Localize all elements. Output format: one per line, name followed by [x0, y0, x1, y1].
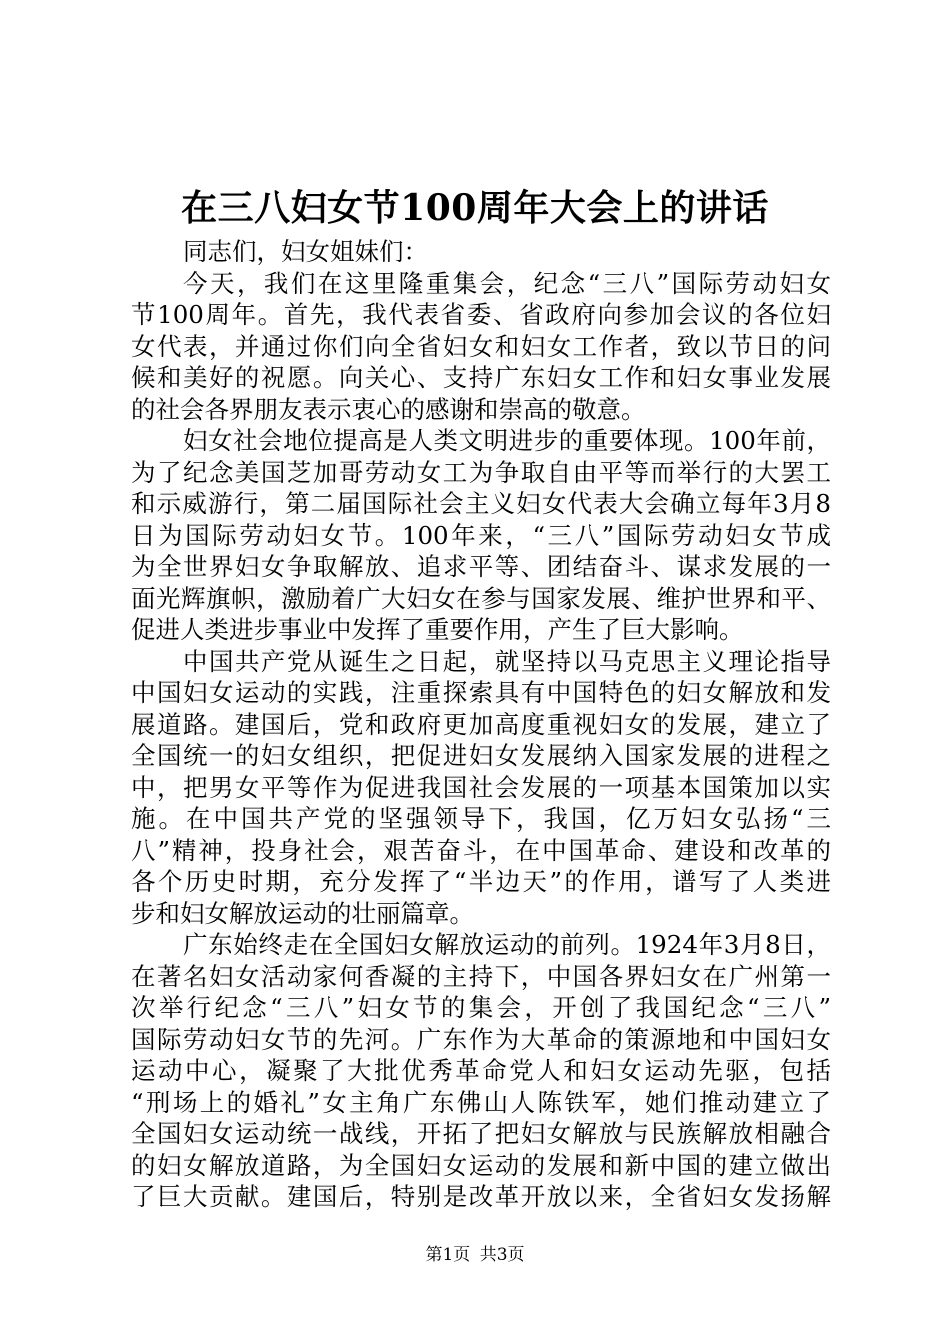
text-line: 女代表，并通过你们向全省妇女和妇女工作者，致以节日的问	[131, 331, 831, 361]
text-line: 候和美好的祝愿。向关心、支持广东妇女工作和妇女事业发展	[131, 363, 831, 392]
text-line: 中国共产党从诞生之日起，就坚持以马克思主义理论指导	[183, 646, 831, 676]
text-line: 在著名妇女活动家何香凝的主持下，中国各界妇女在广州第一	[131, 961, 831, 991]
text-line: 节100周年。首先，我代表省委、省政府向参加会议的各位妇	[131, 300, 831, 329]
text-line: 全国统一的妇女组织，把促进妇女发展纳入国家发展的进程之	[131, 741, 831, 770]
text-line: 妇女社会地位提高是人类文明进步的重要体现。100年前，	[183, 426, 831, 455]
text-line: 八”精神，投身社会，艰苦奋斗，在中国革命、建设和改革的	[131, 835, 831, 865]
page-total: 共3页	[479, 1245, 525, 1265]
text-line: 和示威游行，第二届国际社会主义妇女代表大会确立每年3月8	[131, 489, 831, 518]
document-title: 在三八妇女节100周年大会上的讲话	[181, 187, 769, 229]
text-line: 今天，我们在这里隆重集会，纪念“三八”国际劳动妇女	[183, 268, 831, 298]
text-line: 日为国际劳动妇女节。100年来，“三八”国际劳动妇女节成	[131, 520, 831, 550]
document-body	[131, 236, 831, 1213]
text-line: 的社会各界朋友表示衷心的感谢和崇高的敬意。	[131, 394, 646, 424]
text-line: 为全世界妇女争取解放、追求平等、团结奋斗、谋求发展的一	[131, 552, 831, 581]
text-line: 展道路。建国后，党和政府更加高度重视妇女的发展，建立了	[131, 709, 831, 739]
text-line: 全国妇女运动统一战线，开拓了把妇女解放与民族解放相融合	[131, 1119, 831, 1148]
page-footer	[0, 1243, 950, 1267]
text-line: 中，把男女平等作为促进我国社会发展的一项基本国策加以实	[131, 772, 831, 802]
text-line: 面光辉旗帜，激励着广大妇女在参与国家发展、维护世界和平、	[131, 583, 831, 613]
text-line: 了巨大贡献。建国后，特别是改革开放以来，全省妇女发扬解	[131, 1182, 831, 1211]
page-number: 第1页	[425, 1245, 471, 1265]
text-line: “刑场上的婚礼”女主角广东佛山人陈铁军，她们推动建立了	[131, 1087, 831, 1117]
text-line: 运动中心，凝聚了大批优秀革命党人和妇女运动先驱，包括	[131, 1056, 831, 1085]
text-line: 中国妇女运动的实践，注重探索具有中国特色的妇女解放和发	[131, 678, 831, 707]
text-line: 国际劳动妇女节的先河。广东作为大革命的策源地和中国妇女	[131, 1024, 831, 1054]
text-line: 各个历史时期，充分发挥了“半边天”的作用，谱写了人类进	[131, 867, 831, 896]
text-line: 的妇女解放道路，为全国妇女运动的发展和新中国的建立做出	[131, 1150, 831, 1180]
text-line: 步和妇女解放运动的壮丽篇章。	[131, 898, 474, 928]
text-line: 促进人类进步事业中发挥了重要作用，产生了巨大影响。	[131, 615, 744, 644]
text-line: 广东始终走在全国妇女解放运动的前列。1924年3月8日，	[183, 930, 831, 959]
text-line: 次举行纪念“三八”妇女节的集会，开创了我国纪念“三八”	[131, 993, 831, 1022]
text-line: 为了纪念美国芝加哥劳动女工为争取自由平等而举行的大罢工	[131, 457, 831, 487]
text-line: 同志们，妇女姐妹们：	[183, 237, 428, 266]
text-line: 施。在中国共产党的坚强领导下，我国，亿万妇女弘扬“三	[131, 804, 831, 833]
